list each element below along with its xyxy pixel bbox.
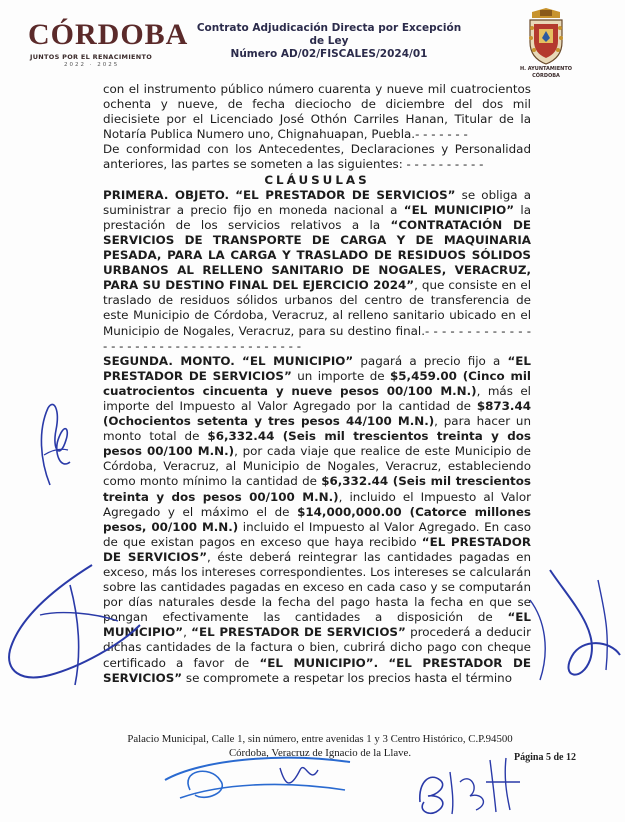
clause-label: SEGUNDA. MONTO. [103, 353, 235, 368]
contract-object: “CONTRATACIÓN DE SERVICIOS DE TRANSPORTE DE CARGA Y DE MAQUINARIA PESADA, PARA LA CARGA Y TRASLADO DE RESIDUOS SÓLIDOS URBANOS AL RELLENO SANITARIO DE NOGALES, VERACRUZ, PARA SU DESTINO FINAL DEL EJERCICIO 2024” [103, 217, 531, 293]
footer-city: Córdoba, Veracruz de Ignacio de la Llave. [228, 747, 412, 759]
party-municipality: “EL MUNICIPIO” [403, 202, 515, 217]
paragraph-conformity: De conformidad con los Antecedentes, Declaraciones y Personalidad anteriores, las partes se someten a las siguientes: - - - - - - - - - - [103, 142, 531, 172]
right-margin-signature [520, 560, 625, 690]
footer-address: Palacio Municipal, Calle 1, sin número, entre avenidas 1 y 3 Centro Histórico, C.P.94500 [127, 733, 513, 745]
document-body [103, 82, 531, 686]
page-number: Página 5 de 12 [514, 752, 576, 763]
bottom-right-signature [410, 752, 530, 820]
amount-base: $5,459.00 (Cinco mil cuatrocientos cincuenta y nueve pesos 00/100 M.N.) [103, 368, 531, 398]
amount-maximum: $14,000,000.00 (Catorce millones pesos, 00/100 M.N.) [103, 504, 532, 534]
clause-segunda: SEGUNDA. MONTO. “EL MUNICIPIO” pagará a precio fijo a “EL PRESTADOR DE SERVICIOS” un importe de $5,459.00 (Cinco mil cuatrocientos cincuenta y nueve pesos 00/100 M.N.), más el importe del Impuesto al Valor Agregado por la cantidad de $873.44 (Ochocientos setenta y tres pesos 44/100 M.N.), para hacer un monto total de $6,332.44 (Seis mil trescientos treinta y dos pesos 00/100 M.N.), por cada viaje que realice de este Municipio de Córdoba, Veracruz, al Municipio de Nogales, Veracruz, estableciendo como monto mínimo la cantidad de $6,332.44 (Seis mil trescientos treinta y dos pesos 00/100 M.N.), incluido el Impuesto al Valor Agregado y el máximo el de $14,000,000.00 (Catorce millones pesos, 00/100 M.N.) incluido el Impuesto al Valor Agregado. En caso de que existan pagos en exceso que haya recibido “EL PRESTADOR DE SERVICIOS”, éste deberá reintegrar las cantidades pagadas en exceso, más los intereses correspondientes. Los intereses se calcularán sobre las cantidades pagadas en exceso en cada caso y se computarán por días naturales desde la fecha del pago hasta la fecha en que se pongan efectivamente las cantidades a disposición de “EL MUNICIPIO”, “EL PRESTADOR DE SERVICIOS” procederá a deducir dichas cantidades de la factura o bien, cubrirá dicho pago con cheque certificado a favor de “EL MUNICIPIO”. “EL PRESTADOR DE SERVICIOS” se compromete a respetar los precios hasta el término [103, 353, 532, 685]
amount-iva: $873.44 (Ochocientos setenta y tres pesos 44/100 M.N.) [103, 398, 531, 429]
party-provider: “EL PRESTADOR DE SERVICIOS” [235, 187, 456, 202]
crest-caption-line1: H. AYUNTAMIENTO [519, 66, 573, 72]
contract-header [188, 22, 470, 61]
contract-title: Contrato Adjudicación Directa por Excepción de Ley [196, 22, 462, 47]
coat-of-arms-icon [524, 8, 568, 66]
clause-primera: PRIMERA. OBJETO. “EL PRESTADOR DE SERVICIOS” se obliga a suministrar a precio fijo en moneda nacional a “EL MUNICIPIO” la prestación de los servicios relativos a la “CONTRATACIÓN DE SERVICIOS DE TRANSPORTE DE CARGA Y DE MAQUINARIA PESADA, PARA LA CARGA Y TRASLADO DE RESIDUOS SÓLIDOS URBANOS AL RELLENO SANITARIO DE NOGALES, VERACRUZ, PARA SU DESTINO FINAL DEL EJERCICIO 2024”, que consiste en el traslado de residuos sólidos urbanos del centro de transferencia de este Municipio de Córdoba, Veracruz, al relleno sanitario ubicado en el Municipio de Nogales, Veracruz, para su destino final.- - - - - - - - - - - - - - - - - - - - - - - - - - - - - - - - - - - - - - [103, 187, 532, 353]
clause-label: PRIMERA. OBJETO. [103, 187, 230, 202]
crest-caption-line2: CÓRDOBA [532, 72, 560, 79]
logo-years: 2022 · 2025 [64, 62, 120, 68]
page-footer [100, 732, 540, 760]
contract-number: Número AD/02/FISCALES/2024/01 [230, 48, 428, 60]
crest-caption [508, 66, 584, 79]
paragraph-notary: con el instrumento público número cuarenta y nueve mil cuatrocientos ochenta y nueve, de fecha dieciocho de diciembre del dos mil diecisiete por el Licenciado José Othón Carriles Hanan, Titular de la Notaría Publica Numero uno, Chignahuapan, Puebla.- - - - - - - [103, 82, 531, 142]
amount-minimum: $6,332.44 (Seis mil trescientos treinta y dos pesos 00/100 M.N.) [103, 474, 531, 504]
clausulas-heading: CLÁUSULAS [264, 172, 370, 187]
logo-tagline: JUNTOS POR EL RENACIMIENTO [30, 53, 153, 61]
amount-total: $6,332.44 (Seis mil trescientos treinta y dos pesos 00/100 M.N.) [103, 429, 531, 459]
left-margin-initials [30, 400, 80, 490]
cordoba-logo [28, 18, 189, 68]
logo-wordmark: CÓRDOBA [28, 18, 189, 51]
